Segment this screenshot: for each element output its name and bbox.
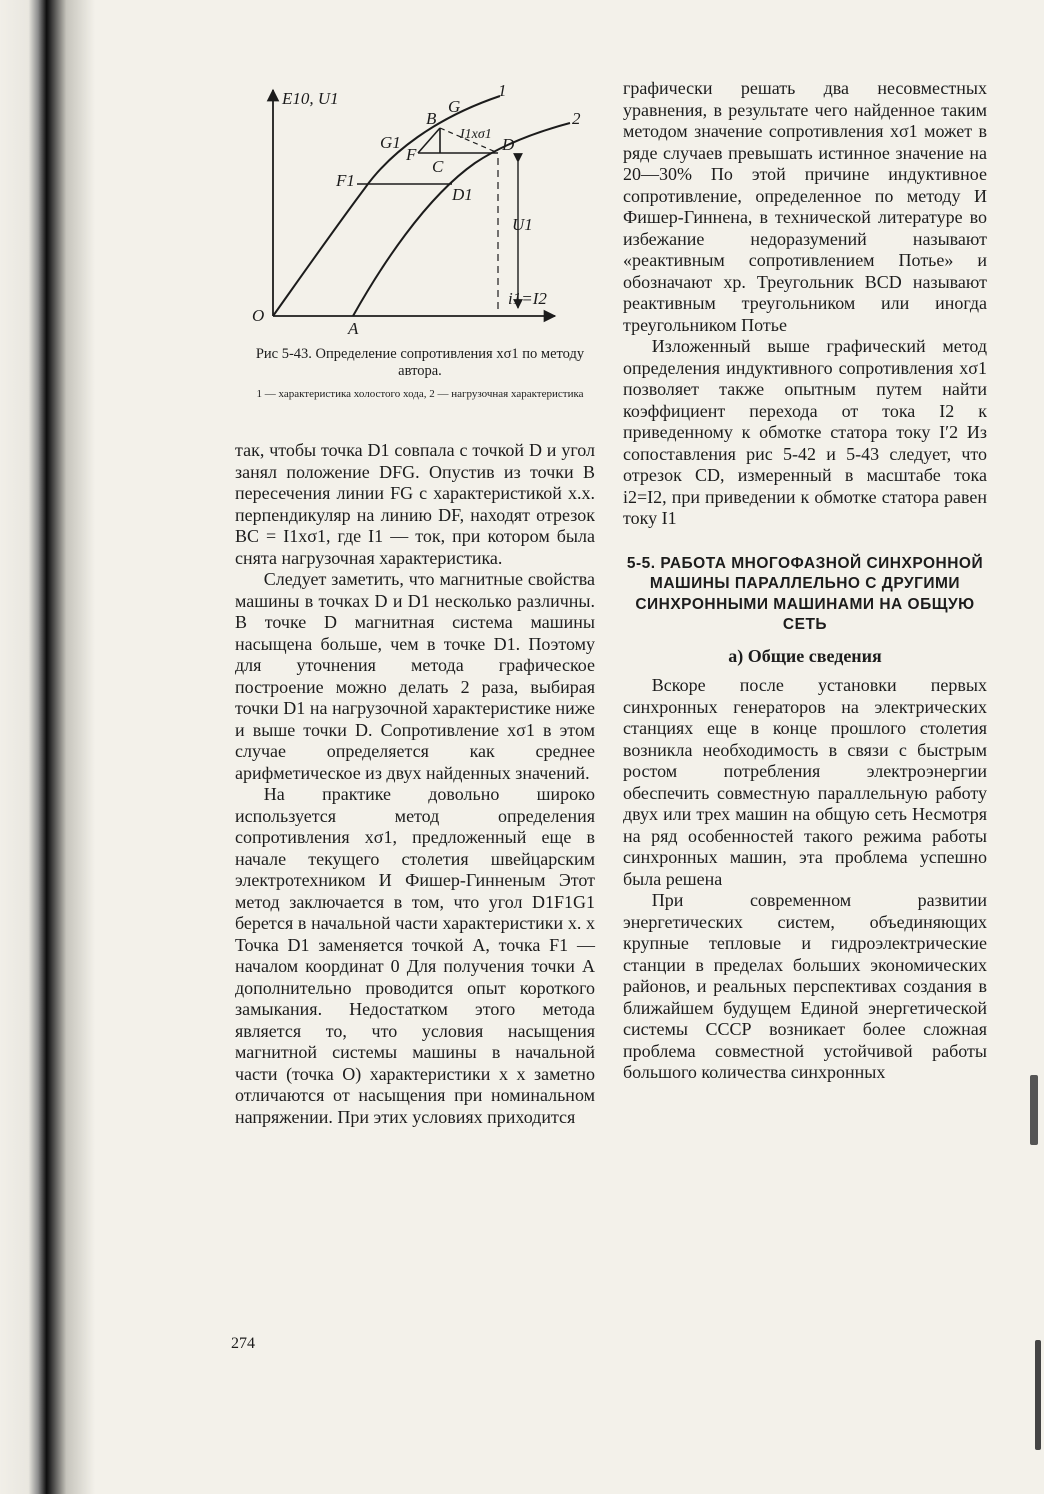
right-column (623, 78, 987, 1084)
subsection-heading: а) Общие сведения (728, 645, 882, 666)
label-x-axis: i1=I2 (508, 289, 547, 308)
paragraph: При современном развитии энергетических систем, объединяющих крупные тепловые и гидроэлектрические станции в пределах больших экономических районов, и реальных перспективах создания в ближайшем будущем Единой энергетической системы СССР возникает более сложная проблема совместной устойчивой работы большого количества синхронных (623, 890, 987, 1082)
label-d: D (502, 135, 515, 154)
book-page (95, 0, 1044, 1494)
potier-diagram (240, 78, 600, 348)
label-c: C (432, 157, 444, 176)
paragraph: Следует заметить, что магнитные свойства машины в точках D и D1 несколько различны. В точке D магнитная система машины насыщена больше, чем в точке D1. Поэтому для уточнения метода графическое построение можно делать 2 раза, выбирая точки D1 на нагрузочной характеристике ниже и выше точки D. Сопротивление xσ1 в этом случае определяется как среднее арифметическое из двух найденных значений. (235, 569, 595, 783)
scan-artifact (1035, 1340, 1041, 1450)
label-drop: I1xσ1 (460, 127, 492, 142)
figure-legend: 1 — характеристика холостого хода, 2 — нагрузочная характеристика (256, 388, 584, 400)
label-curve-1: 1 (498, 81, 507, 100)
book-binding-shadow (0, 0, 95, 1494)
paragraph: На практике довольно широко используется метод определения сопротивления xσ1, предложенный еще в начале текущего столетия швейцарским электротехником И Фишер-Гинненым Этот метод заключается в том, что угол D1F1G1 берется в начальной части характеристики х. х Точка D1 заменяется точкой A, точка F1 — началом координат 0 Для получения точки A дополнительно проводится опыт короткого замыкания. Недостатком этого метода является то, что условия насыщения магнитной системы машины в начальной части (точка O) характеристики х х заметно отличаются от насыщения при номинальном напряжении. При этих условиях приходится (235, 784, 595, 1127)
label-f: F (406, 145, 417, 164)
paragraph: так, чтобы точка D1 совпала с точкой D и угол занял положение DFG. Опустив из точки B пересечения линии FG с характеристикой х.х. перпендикуляр на линию DF, находят отрезок BC = I1xσ1, где I1 — ток, при котором была снята нагрузочная характеристика. (235, 440, 595, 568)
label-g1: G1 (380, 133, 401, 152)
left-column (235, 440, 595, 1128)
label-d1: D1 (452, 185, 473, 204)
scan-artifact (1030, 1075, 1038, 1145)
section-heading: 5-5. РАБОТА МНОГОФАЗНОЙ СИНХРОННОЙ МАШИНЫ ПАРАЛЛЕЛЬНО С ДРУГИМИ СИНХРОННЫМИ МАШИНАМИ НА ОБЩУЮ СЕТЬ (626, 554, 984, 633)
figure-caption: Рис 5-43. Определение сопротивления xσ1 по методу автора. (255, 346, 585, 379)
label-origin: O (252, 306, 265, 325)
label-g: G (448, 97, 461, 116)
segment-f-b (418, 128, 440, 153)
label-a: A (348, 319, 359, 338)
label-u1: U1 (512, 215, 533, 234)
label-b: B (426, 109, 437, 128)
page-number: 274 (231, 1335, 255, 1352)
paragraph: графически решать два несовместных уравнения, в результате чего найденное таким методом значение сопротивления xσ1 может в ряде случаев превышать истинное значение на 20—30% По этой причине индуктивное сопротивление, определенное по методу И Фишер-Гиннена, в технической литературе во избежание недоразумений называют «реактивным сопротивлением Потье» и обозначают xp. Треугольник BCD называют реактивным треугольником или иногда треугольником Потье (623, 78, 987, 335)
paragraph: Изложенный выше графический метод определения индуктивного сопротивления xσ1 позволяет также опытным путем найти коэффициент перехода от тока I2 к приведенному к обмотке статора току I′2 Из сопоставления рис 5-42 и 5-43 следует, что отрезок CD, измеренный в масштабе тока i2=I2, при приведении к обмотке статора равен току I1 (623, 336, 987, 528)
label-y-axis: E10, U1 (282, 89, 339, 108)
paragraph: Вскоре после установки первых синхронных генераторов на электрических станциях еще в конце прошлого столетия возникла необходимость в связи с быстрым ростом потребления электроэнергии обеспечить совместную параллельную работу двух или трех машин на общую сеть Несмотря на ряд особенностей такого режима работы синхронных машин, эта проблема успешно была решена (623, 675, 987, 889)
label-curve-2: 2 (572, 109, 581, 128)
label-f1: F1 (336, 171, 355, 190)
